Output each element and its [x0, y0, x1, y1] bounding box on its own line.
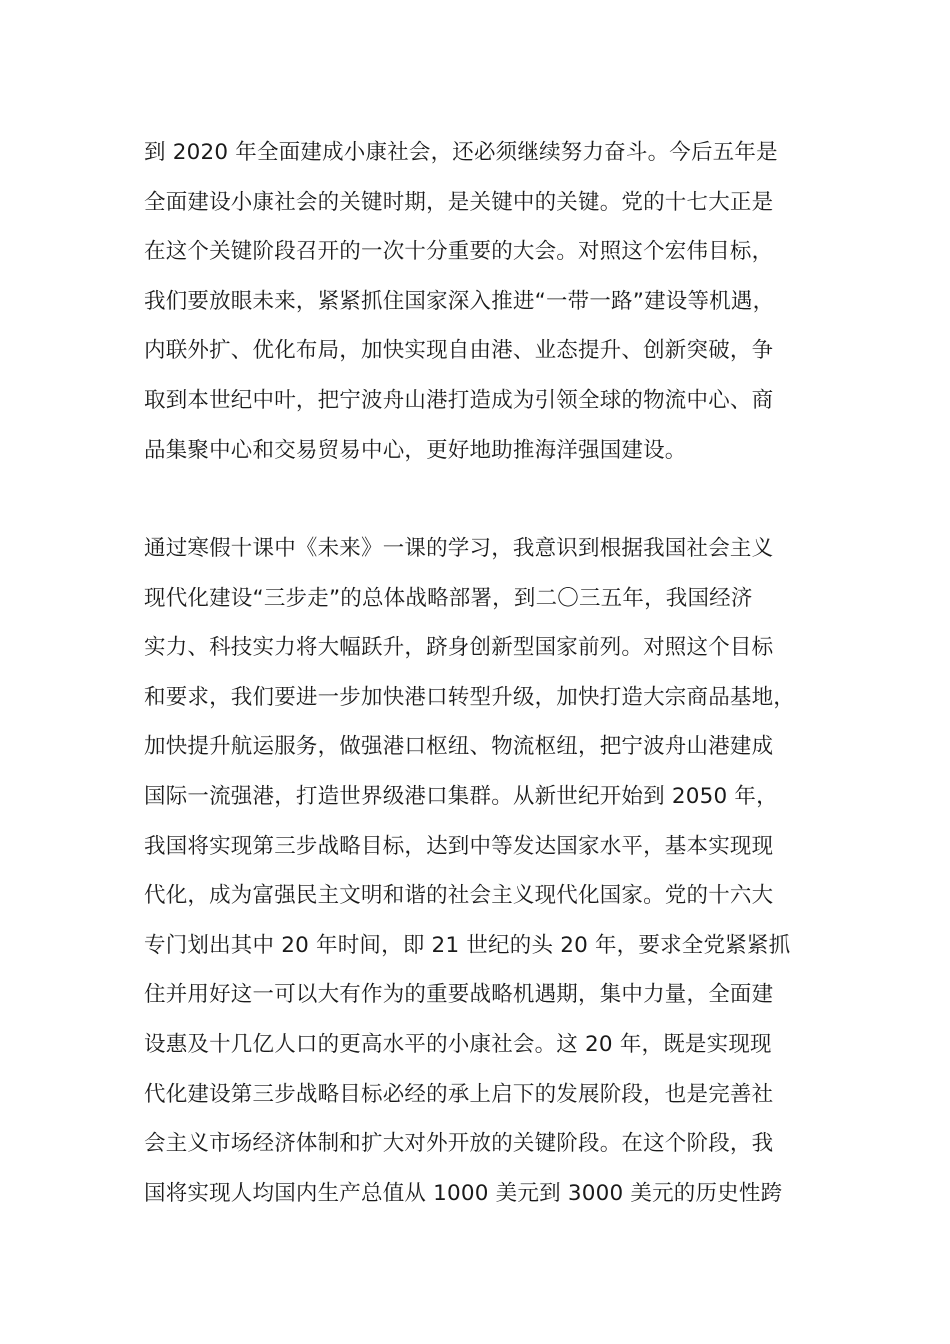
- text-line: 我国将实现第三步战略目标，达到中等发达国家水平，基本实现现: [144, 833, 774, 859]
- text-line: 加快提升航运服务，做强港口枢纽、物流枢纽，把宁波舟山港建成: [144, 734, 774, 760]
- text-line: 在这个关键阶段召开的一次十分重要的大会。对照这个宏伟目标，: [144, 239, 774, 265]
- text-line: 代化建设第三步战略目标必经的承上启下的发展阶段，也是完善社: [144, 1081, 774, 1107]
- text-line: 通过寒假十课中《未来》一课的学习，我意识到根据我国社会主义: [144, 536, 774, 561]
- text-line: 全面建设小康社会的关键时期，是关键中的关键。党的十七大正是: [144, 189, 774, 215]
- text-line: 品集聚中心和交易贸易中心，更好地助推海洋强国建设。: [144, 437, 687, 463]
- text-line: 内联外扩、优化布局，加快实现自由港、业态提升、创新突破，争: [144, 338, 774, 364]
- paragraph-2: [144, 524, 834, 1218]
- text-line: 我们要放眼未来，紧紧抓住国家深入推进“一带一路”建设等机遇，: [144, 288, 775, 314]
- text-line: 现代化建设“三步走”的总体战略部署，到二〇三五年，我国经济: [144, 585, 753, 611]
- text-line: 国际一流强港，打造世界级港口集群。从新世纪开始到 2050 年，: [144, 783, 778, 809]
- text-line: 设惠及十几亿人口的更高水平的小康社会。这 20 年，既是实现现: [144, 1031, 772, 1057]
- text-line: 到 2020 年全面建成小康社会，还必须继续努力奋斗。今后五年是: [144, 140, 778, 165]
- text-line: 和要求，我们要进一步加快港口转型升级，加快打造大宗商品基地，: [144, 684, 796, 710]
- text-line: 代化，成为富强民主文明和谐的社会主义现代化国家。党的十六大: [144, 883, 774, 909]
- text-line: 会主义市场经济体制和扩大对外开放的关键阶段。在这个阶段，我: [144, 1131, 774, 1157]
- text-line: 实力、科技实力将大幅跃升，跻身创新型国家前列。对照这个目标: [144, 635, 774, 661]
- text-line: 专门划出其中 20 年时间，即 21 世纪的头 20 年，要求全党紧紧抓: [144, 932, 791, 958]
- text-line: 取到本世纪中叶，把宁波舟山港打造成为引领全球的物流中心、商: [144, 387, 774, 413]
- text-line: 住并用好这一可以大有作为的重要战略机遇期，集中力量，全面建: [144, 982, 774, 1008]
- text-line: 国将实现人均国内生产总值从 1000 美元到 3000 美元的历史性跨: [144, 1180, 783, 1206]
- paragraph-1: [144, 128, 834, 475]
